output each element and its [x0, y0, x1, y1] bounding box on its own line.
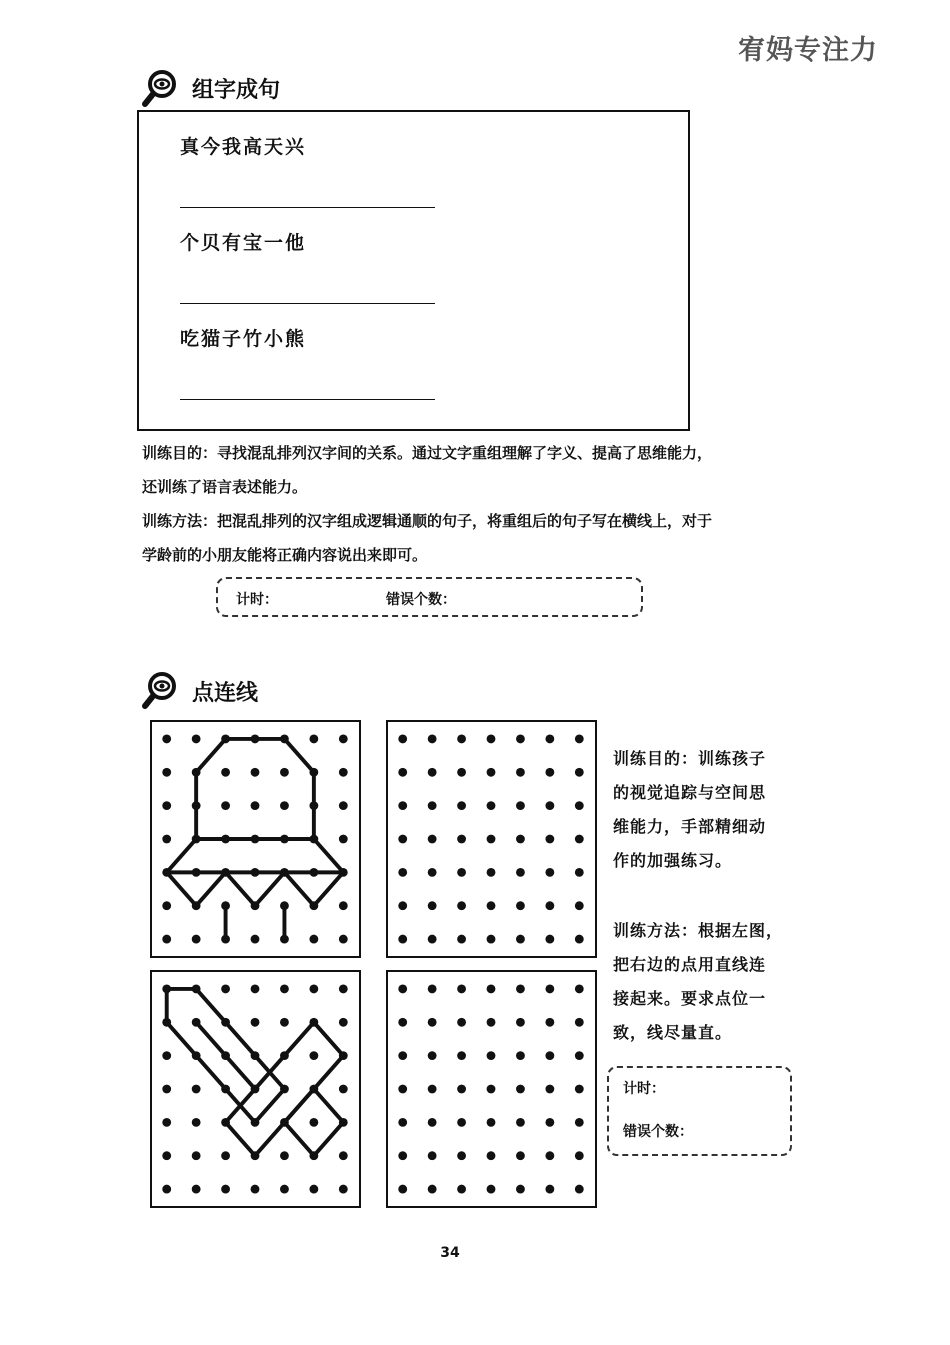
- brand-title: 宥妈专注力: [738, 35, 878, 66]
- magnifier-icon: [142, 670, 182, 710]
- side-method-line-1: 训练方法：根据左图，: [613, 921, 784, 940]
- jumble-2: 个贝有宝一他: [180, 232, 307, 254]
- dot-field: [398, 735, 583, 944]
- timer-label-1: 计时：: [236, 592, 278, 608]
- side-purpose-line-2: 的视觉追踪与空间思: [613, 783, 767, 802]
- side-purpose-line-1: 训练目的：训练孩子: [613, 749, 767, 768]
- side-purpose: [613, 742, 766, 878]
- dot-grid-blank-2[interactable]: [386, 970, 597, 1208]
- side-purpose-line-4: 作的加强练习。: [613, 851, 733, 870]
- errors-label-2: 错误个数：: [623, 1124, 693, 1140]
- method-line-2: 学龄前的小朋友能将正确内容说出来即可。: [142, 546, 428, 564]
- dot-field: [398, 985, 583, 1194]
- method-line-1: 训练方法：把混乱排列的汉字组成逻辑通顺的句子，将重组后的句子写在横线上，对于: [142, 512, 713, 530]
- hammer-drawing: [167, 989, 344, 1156]
- purpose-line-1: 训练目的：寻找混乱排列汉字间的关系。通过文字重组理解了字义、提高了思维能力，: [142, 444, 713, 462]
- timer-label-2: 计时：: [623, 1081, 665, 1097]
- purpose-line-2: 还训练了语言表述能力。: [142, 478, 308, 496]
- dot-grid-blank-1[interactable]: [386, 720, 597, 958]
- section-title-connect-dots: 点连线: [192, 681, 259, 706]
- answer-line-1[interactable]: [180, 207, 435, 208]
- jumble-1: 真今我高天兴: [180, 136, 307, 158]
- page-number: 34: [440, 1245, 460, 1261]
- dot-grid-example-bell: [150, 720, 361, 958]
- errors-label-1: 错误个数：: [386, 592, 456, 608]
- side-method: [613, 914, 783, 1050]
- side-method-line-4: 致，线尽量直。: [613, 1023, 733, 1042]
- section-title-word-order: 组字成句: [192, 78, 281, 103]
- side-method-line-3: 接起来。要求点位一: [613, 989, 767, 1008]
- side-method-line-2: 把右边的点用直线连: [613, 955, 767, 974]
- magnifier-icon: [142, 68, 182, 108]
- jumble-3: 吃猫子竹小熊: [180, 328, 307, 350]
- answer-line-3[interactable]: [180, 399, 435, 400]
- side-purpose-line-3: 维能力，手部精细动: [613, 817, 767, 836]
- answer-line-2[interactable]: [180, 303, 435, 304]
- dot-grid-example-hammer: [150, 970, 361, 1208]
